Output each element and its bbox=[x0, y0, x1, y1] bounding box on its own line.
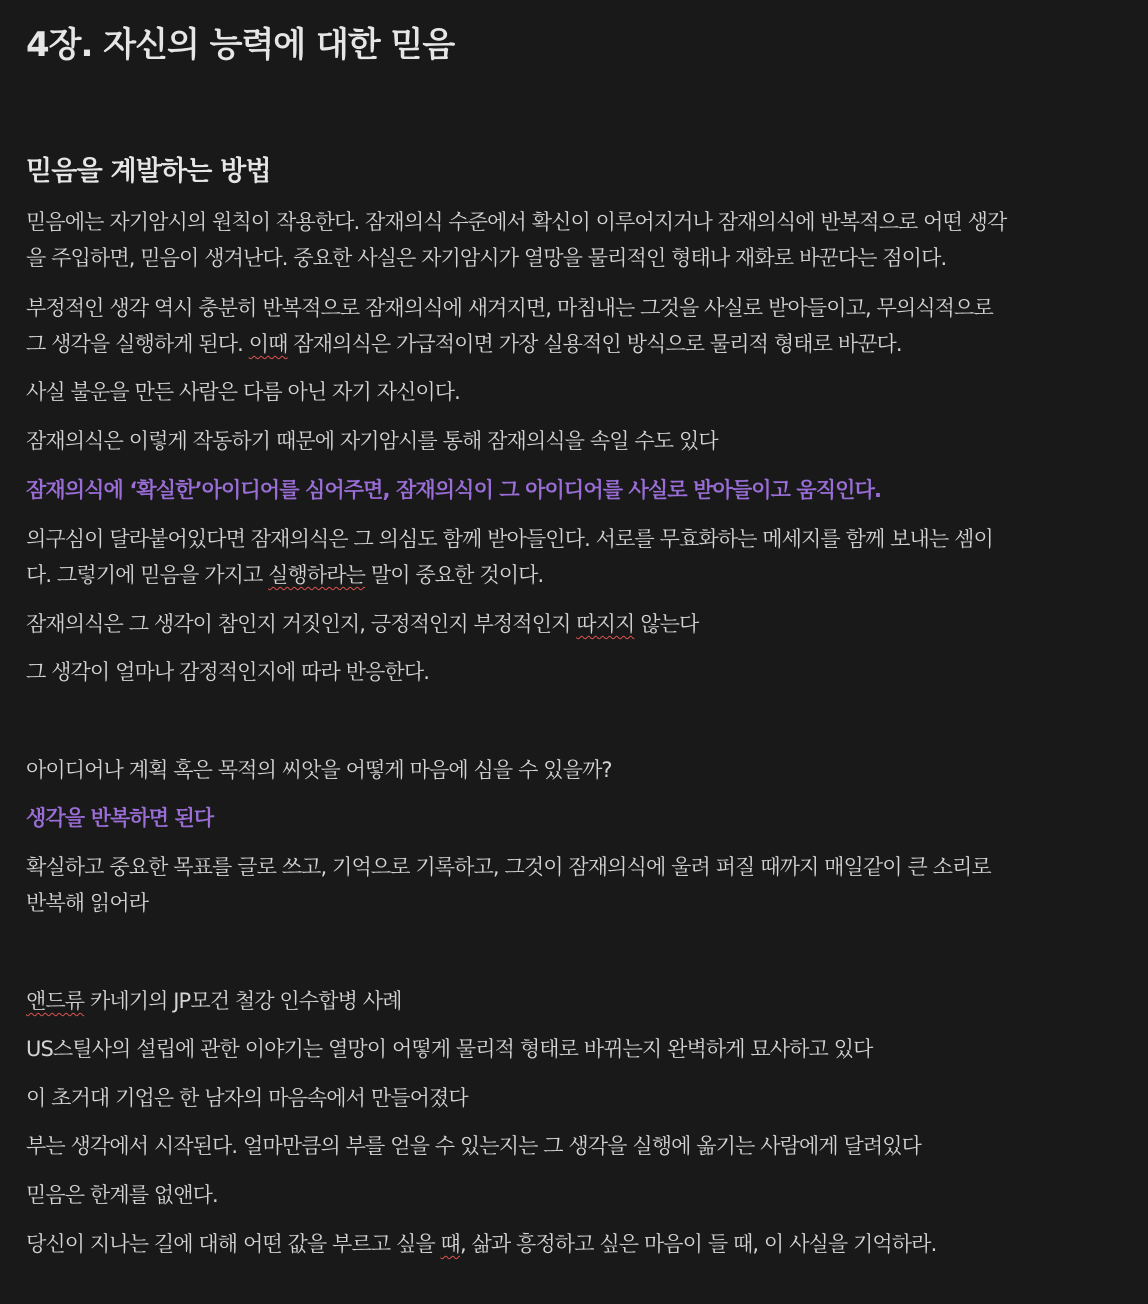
paragraph-2-line-2 bbox=[26, 326, 1106, 362]
paragraph-9[interactable]: 아이디어나 계획 혹은 목적의 씨앗을 어떻게 마음에 심을 수 있을까? bbox=[26, 758, 612, 782]
paragraph-2-text-c: 잠재의식은 가급적이면 가장 실용적인 방식으로 물리적 형태로 바꾼다. bbox=[287, 332, 902, 356]
paragraph-7[interactable] bbox=[26, 606, 1106, 642]
paragraph-11[interactable] bbox=[26, 849, 1106, 921]
paragraph-8[interactable]: 그 생각이 얼마나 감정적인지에 따라 반응한다. bbox=[26, 660, 429, 684]
spellcheck-word: 이때 bbox=[248, 332, 288, 356]
paragraph-6[interactable] bbox=[26, 521, 1106, 593]
paragraph-13[interactable]: US스틸사의 설립에 관한 이야기는 열망이 어떻게 물리적 형태로 바뀌는지 완벽하게 묘사하고 있다 bbox=[26, 1037, 873, 1061]
paragraph-2-text-a: 그 생각을 실행하게 된다. bbox=[26, 332, 249, 356]
paragraph-1-line-2: 을 주입하면, 믿음이 생겨난다. 중요한 사실은 자기암시가 열망을 물리적인 형태나 재화로 바꾼다는 점이다. bbox=[26, 246, 947, 270]
chapter-title[interactable]: 4장. 자신의 능력에 대한 믿음 bbox=[26, 25, 455, 65]
paragraph-14[interactable]: 이 초거대 기업은 한 남자의 마음속에서 만들어졌다 bbox=[26, 1086, 468, 1110]
paragraph-1[interactable] bbox=[26, 204, 1106, 276]
paragraph-15[interactable]: 부는 생각에서 시작된다. 얼마만큼의 부를 얻을 수 있는지는 그 생각을 실행에 옮기는 사람에게 달려있다 bbox=[26, 1134, 922, 1158]
paragraph-3[interactable]: 사실 불운을 만든 사람은 다름 아닌 자기 자신이다. bbox=[26, 380, 460, 404]
paragraph-16[interactable]: 믿음은 한계를 없앤다. bbox=[26, 1183, 218, 1207]
paragraph-17-text-c: , 삶과 흥정하고 싶은 마음이 들 때, 이 사실을 기억하라. bbox=[459, 1232, 937, 1256]
paragraph-6-line-1: 의구심이 달라붙어있다면 잠재의식은 그 의심도 함께 받아들인다. 서로를 무효화하는 메세지를 함께 보내는 셈이 bbox=[26, 527, 993, 551]
paragraph-4[interactable]: 잠재의식은 이렇게 작동하기 때문에 자기암시를 통해 잠재의식을 속일 수도 있다 bbox=[26, 429, 718, 453]
paragraph-12-text-b: 카네기의 JP모건 철강 인수합병 사례 bbox=[84, 989, 402, 1013]
paragraph-12[interactable] bbox=[26, 983, 1106, 1019]
highlighted-paragraph[interactable]: 잠재의식에 ‘확실한’아이디어를 심어주면, 잠재의식이 그 아이디어를 사실로 받아들이고 움직인다. bbox=[26, 478, 882, 502]
paragraph-7-text-a: 잠재의식은 그 생각이 참인지 거짓인지, 긍정적인지 부정적인지 bbox=[26, 612, 577, 636]
paragraph-2[interactable] bbox=[26, 290, 1106, 362]
paragraph-7-text-c: 않는다 bbox=[634, 612, 699, 636]
spellcheck-word: 떄 bbox=[440, 1232, 460, 1256]
paragraph-17[interactable] bbox=[26, 1226, 1106, 1262]
spellcheck-word: 실행하라는 bbox=[268, 563, 366, 587]
paragraph-6-text-c: 말이 중요한 것이다. bbox=[365, 563, 544, 587]
paragraph-11-line-1: 확실하고 중요한 목표를 글로 쓰고, 기억으로 기록하고, 그것이 잠재의식에 울려 퍼질 때까지 매일같이 큰 소리로 bbox=[26, 855, 991, 879]
paragraph-11-line-2: 반복해 읽어라 bbox=[26, 891, 149, 915]
spellcheck-word: 따지지 bbox=[576, 612, 635, 636]
paragraph-2-line-1: 부정적인 생각 역시 충분히 반복적으로 잠재의식에 새겨지면, 마침내는 그것을 사실로 받아들이고, 무의식적으로 bbox=[26, 296, 993, 320]
paragraph-1-line-1: 믿음에는 자기암시의 원칙이 작용한다. 잠재의식 수준에서 확신이 이루어지거나 잠재의식에 반복적으로 어떤 생각 bbox=[26, 210, 1007, 234]
paragraph-17-text-a: 당신이 지나는 길에 대해 어떤 값을 부르고 싶을 bbox=[26, 1232, 441, 1256]
paragraph-6-text-a: 다. 그렇기에 믿음을 가지고 bbox=[26, 563, 269, 587]
paragraph-6-line-2 bbox=[26, 557, 1106, 593]
section-title[interactable]: 믿음을 계발하는 방법 bbox=[26, 156, 271, 187]
highlighted-paragraph-2[interactable]: 생각을 반복하면 된다 bbox=[26, 806, 214, 830]
spellcheck-word: 앤드류 bbox=[26, 989, 85, 1013]
